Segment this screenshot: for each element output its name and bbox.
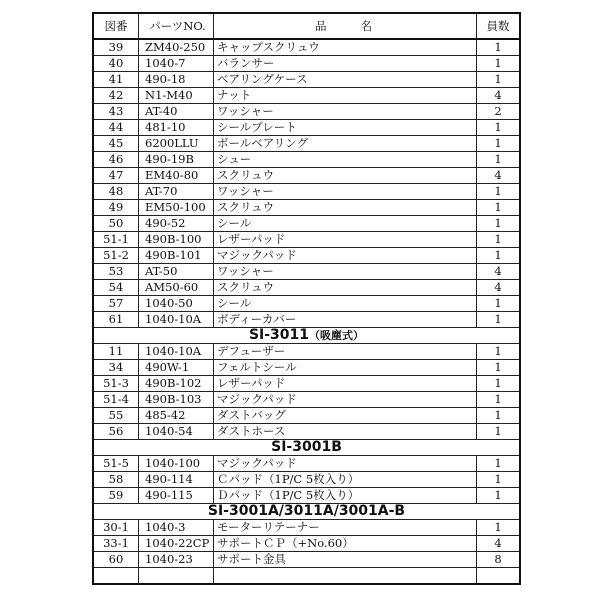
fig-no-cell: 51-3 [93, 376, 139, 392]
table-row [93, 536, 520, 552]
quantity-cell: 1 [477, 232, 521, 248]
fig-no-cell: 48 [93, 184, 139, 200]
part-no-cell: 6200LLU [139, 136, 214, 152]
part-name-cell: ボールベアリング [214, 136, 477, 152]
quantity-cell: 1 [477, 248, 521, 264]
fig-no-cell: 46 [93, 152, 139, 168]
fig-no-cell: 34 [93, 360, 139, 376]
quantity-cell: 1 [477, 344, 521, 360]
part-name-cell: サポート金具 [214, 552, 477, 568]
quantity-cell: 1 [477, 120, 521, 136]
part-name-cell: スクリュウ [214, 200, 477, 216]
quantity-cell: 4 [477, 536, 521, 552]
part-no-cell: 490-18 [139, 72, 214, 88]
fig-no-cell: 57 [93, 296, 139, 312]
part-no-cell: AT-50 [139, 264, 214, 280]
quantity-cell [477, 568, 521, 585]
quantity-cell: 1 [477, 216, 521, 232]
fig-no-cell: 30-1 [93, 520, 139, 536]
table-row [93, 488, 520, 504]
section-model-name: SI-3001B [271, 439, 342, 455]
part-no-cell [139, 568, 214, 585]
part-name-cell: レザーパッド [214, 232, 477, 248]
section-model-name: SI-3011 [248, 327, 310, 343]
table-row [93, 184, 520, 200]
part-name-cell: スクリュウ [214, 280, 477, 296]
table-row [93, 472, 520, 488]
table-row [93, 152, 520, 168]
part-name-cell: レザーパッド [214, 376, 477, 392]
table-row [93, 424, 520, 440]
part-name-cell: シール [214, 216, 477, 232]
part-no-cell: 1040-100 [139, 456, 214, 472]
part-name-cell: シールプレート [214, 120, 477, 136]
part-no-cell: 485-42 [139, 408, 214, 424]
part-no-cell: 490-52 [139, 216, 214, 232]
part-no-cell: AM50-60 [139, 280, 214, 296]
fig-no-cell: 58 [93, 472, 139, 488]
quantity-cell: 1 [477, 392, 521, 408]
part-name-cell: ダストバッグ [214, 408, 477, 424]
fig-no-cell: 39 [93, 39, 139, 56]
fig-no-cell: 49 [93, 200, 139, 216]
part-no-cell: 490B-102 [139, 376, 214, 392]
part-name-cell: ベアリングケース [214, 72, 477, 88]
table-row [93, 520, 520, 536]
part-no-cell: EM50-100 [139, 200, 214, 216]
part-no-cell: 1040-10A [139, 312, 214, 328]
part-name-cell: マジックパッド [214, 392, 477, 408]
fig-no-cell: 60 [93, 552, 139, 568]
quantity-cell: 1 [477, 152, 521, 168]
part-no-cell: 1040-10A [139, 344, 214, 360]
table-row [93, 376, 520, 392]
part-no-cell: 1040-23 [139, 552, 214, 568]
part-no-cell: 1040-50 [139, 296, 214, 312]
part-name-cell: サポートＣＰ（+No.60） [214, 536, 477, 552]
quantity-cell: 4 [477, 264, 521, 280]
fig-no-cell: 43 [93, 104, 139, 120]
part-name-cell: ナット [214, 88, 477, 104]
quantity-cell: 4 [477, 168, 521, 184]
part-no-cell: 1040-3 [139, 520, 214, 536]
header-part-no: パーツNO. [139, 13, 214, 39]
fig-no-cell: 40 [93, 56, 139, 72]
parts-list-table [92, 12, 521, 585]
part-no-cell: AT-40 [139, 104, 214, 120]
section-title [93, 440, 520, 456]
section-title [93, 328, 520, 344]
fig-no-cell: 51-1 [93, 232, 139, 248]
table-row [93, 232, 520, 248]
part-no-cell: 490-114 [139, 472, 214, 488]
quantity-cell: 8 [477, 552, 521, 568]
part-no-cell: 490B-100 [139, 232, 214, 248]
header-part-name: 品名 [214, 13, 477, 39]
quantity-cell: 1 [477, 184, 521, 200]
fig-no-cell: 47 [93, 168, 139, 184]
table-row [93, 456, 520, 472]
table-row [93, 39, 520, 56]
quantity-cell: 1 [477, 296, 521, 312]
table-row [93, 408, 520, 424]
fig-no-cell: 59 [93, 488, 139, 504]
quantity-cell: 1 [477, 360, 521, 376]
part-no-cell: 490-115 [139, 488, 214, 504]
part-name-cell: デフューザー [214, 344, 477, 360]
fig-no-cell: 56 [93, 424, 139, 440]
quantity-cell: 1 [477, 136, 521, 152]
table-row [93, 248, 520, 264]
fig-no-cell: 53 [93, 264, 139, 280]
part-name-cell: Ｃパッド（1P/C 5枚入り） [214, 472, 477, 488]
part-no-cell: 490W-1 [139, 360, 214, 376]
part-name-cell: ワッシャー [214, 264, 477, 280]
part-name-cell: バランサー [214, 56, 477, 72]
fig-no-cell: 54 [93, 280, 139, 296]
section-header-row [93, 328, 520, 344]
header-row [93, 13, 520, 39]
part-name-cell: シール [214, 296, 477, 312]
quantity-cell: 4 [477, 280, 521, 296]
part-no-cell: 1040-22CP [139, 536, 214, 552]
quantity-cell: 1 [477, 39, 521, 56]
fig-no-cell: 61 [93, 312, 139, 328]
fig-no-cell: 33-1 [93, 536, 139, 552]
part-no-cell: AT-70 [139, 184, 214, 200]
fig-no-cell: 51-5 [93, 456, 139, 472]
table-row [93, 344, 520, 360]
part-no-cell: ZM40-250 [139, 39, 214, 56]
part-no-cell: 490B-103 [139, 392, 214, 408]
part-name-cell [214, 568, 477, 585]
part-name-cell: ワッシャー [214, 104, 477, 120]
table-row [93, 120, 520, 136]
table-row [93, 56, 520, 72]
table-row [93, 296, 520, 312]
quantity-cell: 1 [477, 456, 521, 472]
fig-no-cell: 44 [93, 120, 139, 136]
part-no-cell: N1-M40 [139, 88, 214, 104]
fig-no-cell: 45 [93, 136, 139, 152]
part-no-cell: 490-19B [139, 152, 214, 168]
fig-no-cell: 41 [93, 72, 139, 88]
part-no-cell: 490B-101 [139, 248, 214, 264]
part-name-cell: シュー [214, 152, 477, 168]
table-row [93, 136, 520, 152]
header-fig-no: 図番 [93, 13, 139, 39]
part-name-cell: スクリュウ [214, 168, 477, 184]
table-row [93, 216, 520, 232]
fig-no-cell: 51-2 [93, 248, 139, 264]
table-row [93, 104, 520, 120]
fig-no-cell: 42 [93, 88, 139, 104]
fig-no-cell: 51-4 [93, 392, 139, 408]
quantity-cell: 1 [477, 312, 521, 328]
section-title [93, 504, 520, 520]
quantity-cell: 1 [477, 72, 521, 88]
header-quantity: 員数 [477, 13, 521, 39]
table-row [93, 280, 520, 296]
section-header-row [93, 504, 520, 520]
fig-no-cell: 11 [93, 344, 139, 360]
fig-no-cell: 50 [93, 216, 139, 232]
part-name-cell: フェルトシール [214, 360, 477, 376]
part-name-cell: マジックパッド [214, 456, 477, 472]
table-row [93, 392, 520, 408]
part-name-cell: マジックパッド [214, 248, 477, 264]
table-row [93, 264, 520, 280]
quantity-cell: 1 [477, 200, 521, 216]
part-no-cell: 1040-54 [139, 424, 214, 440]
table-row [93, 168, 520, 184]
table-row [93, 200, 520, 216]
table-row [93, 312, 520, 328]
table-row [93, 360, 520, 376]
part-no-cell: 1040-7 [139, 56, 214, 72]
quantity-cell: 1 [477, 408, 521, 424]
section-header-row [93, 440, 520, 456]
quantity-cell: 2 [477, 104, 521, 120]
quantity-cell: 1 [477, 424, 521, 440]
part-no-cell: EM40-80 [139, 168, 214, 184]
table-row [93, 568, 520, 585]
section-model-name: SI-3001A/3011A/3001A-B [207, 503, 406, 519]
quantity-cell: 1 [477, 376, 521, 392]
table-row [93, 88, 520, 104]
quantity-cell: 1 [477, 472, 521, 488]
quantity-cell: 1 [477, 488, 521, 504]
quantity-cell: 1 [477, 56, 521, 72]
parts-list-body [93, 39, 520, 584]
table-row [93, 72, 520, 88]
part-name-cell: キャップスクリュウ [214, 39, 477, 56]
quantity-cell: 1 [477, 520, 521, 536]
section-subtitle: （吸塵式） [309, 329, 365, 342]
part-no-cell: 481-10 [139, 120, 214, 136]
fig-no-cell: 55 [93, 408, 139, 424]
part-name-cell: ボディーカバー [214, 312, 477, 328]
part-name-cell: ダストホース [214, 424, 477, 440]
quantity-cell: 4 [477, 88, 521, 104]
part-name-cell: Ｄパッド（1P/C 5枚入り） [214, 488, 477, 504]
table-row [93, 552, 520, 568]
fig-no-cell [93, 568, 139, 585]
part-name-cell: モーターリテーナー [214, 520, 477, 536]
part-name-cell: ワッシャー [214, 184, 477, 200]
